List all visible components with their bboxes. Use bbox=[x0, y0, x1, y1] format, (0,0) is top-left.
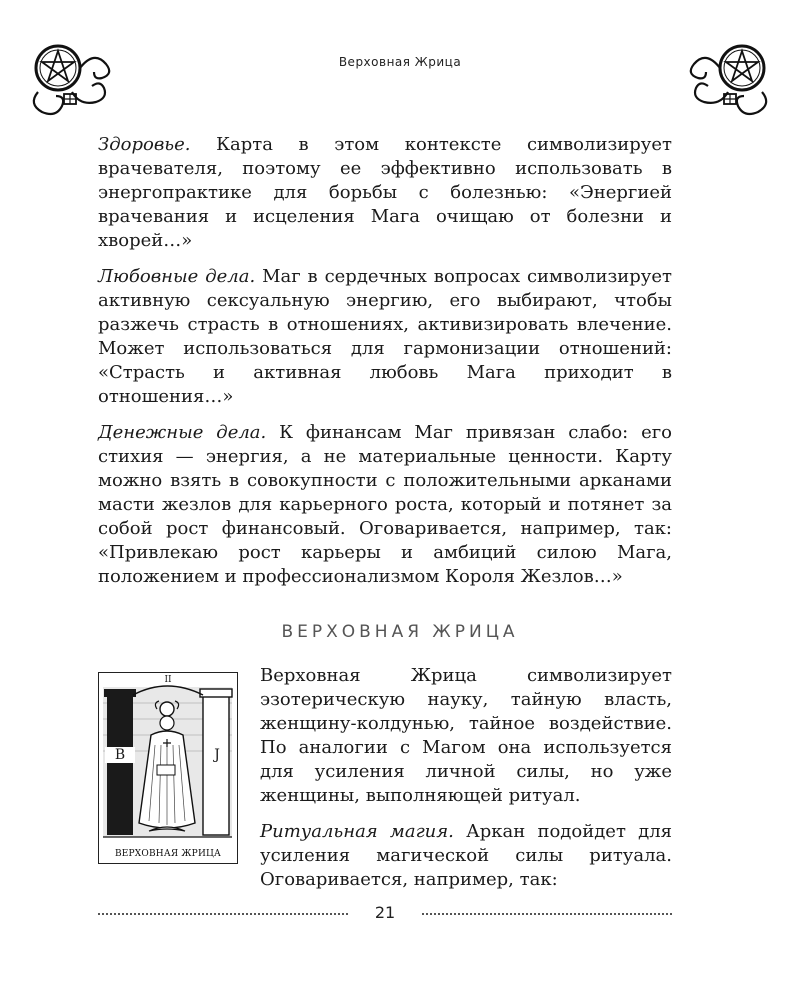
pillar-label-left: B bbox=[105, 747, 135, 763]
card-number: II bbox=[164, 675, 172, 685]
card-caption: ВЕРХОВНАЯ ЖРИЦА bbox=[114, 849, 222, 859]
paragraph-health bbox=[98, 133, 672, 253]
pentacle-ornament-icon-right bbox=[652, 40, 772, 120]
paragraph-text: К финансам Маг привязан слабо: его стихия — энергия, а не материальные ценности. Карту можно взять в совокупности с положительными арканами масти жезлов для карьерного роста, который и потянет за собой рост финансовый. Оговаривается, например, так: «Привлекаю рост карьеры и амбиций силою Мага, положением и профессионализмом Короля Жезлов…» bbox=[98, 422, 673, 587]
page-footer bbox=[98, 903, 672, 923]
paragraph-money bbox=[98, 421, 672, 589]
paragraph-lead: Любовные дела. bbox=[98, 266, 256, 287]
paragraph-lead: Здоровье. bbox=[98, 134, 191, 155]
tarot-card-image bbox=[98, 672, 238, 864]
paragraph-ritual bbox=[260, 820, 672, 892]
pentacle-ornament-icon-left bbox=[28, 40, 148, 120]
side-text bbox=[260, 664, 672, 904]
paragraph-text: Аркан подойдет для усиления магической силы ритуала. Оговаривается, например, так: bbox=[260, 821, 672, 890]
paragraph-lead: Денежные дела. bbox=[98, 422, 267, 443]
running-head: Верховная Жрица bbox=[338, 55, 462, 69]
section-title: ВЕРХОВНАЯ ЖРИЦА bbox=[281, 622, 519, 642]
paragraph-love bbox=[98, 265, 672, 409]
dotted-rule-right bbox=[422, 913, 672, 915]
pillar-label-right: J bbox=[214, 747, 220, 763]
paragraph-text: Маг в сердечных вопросах символизирует активную сексуальную энергию, его выбирают, чтобы разжечь страсть в отношениях, активизировать влечение. Может использоваться для гармонизации отношений: «Страсть и активная любовь Мага приходит в отношения…» bbox=[98, 266, 672, 407]
paragraph-text: Карта в этом контексте символизирует врачевателя, поэтому ее эффективно использовать в энергопрактике для борьбы с болезнью: «Энергией врачевания и исцеления Мага очищаю от болезни и хворей…» bbox=[98, 134, 672, 251]
paragraph-text: Верховная Жрица символизирует эзотерическую науку, тайную власть, женщину-колдунью, тайное воздействие. По аналогии с Магом она используется для усиления личной силы, но уже женщины, выполняющей ритуал. bbox=[260, 665, 672, 806]
page-number: 21 bbox=[374, 903, 396, 922]
paragraph-lead: Ритуальная магия. bbox=[260, 821, 454, 842]
paragraph-intro bbox=[260, 664, 672, 808]
body-text bbox=[98, 133, 672, 601]
